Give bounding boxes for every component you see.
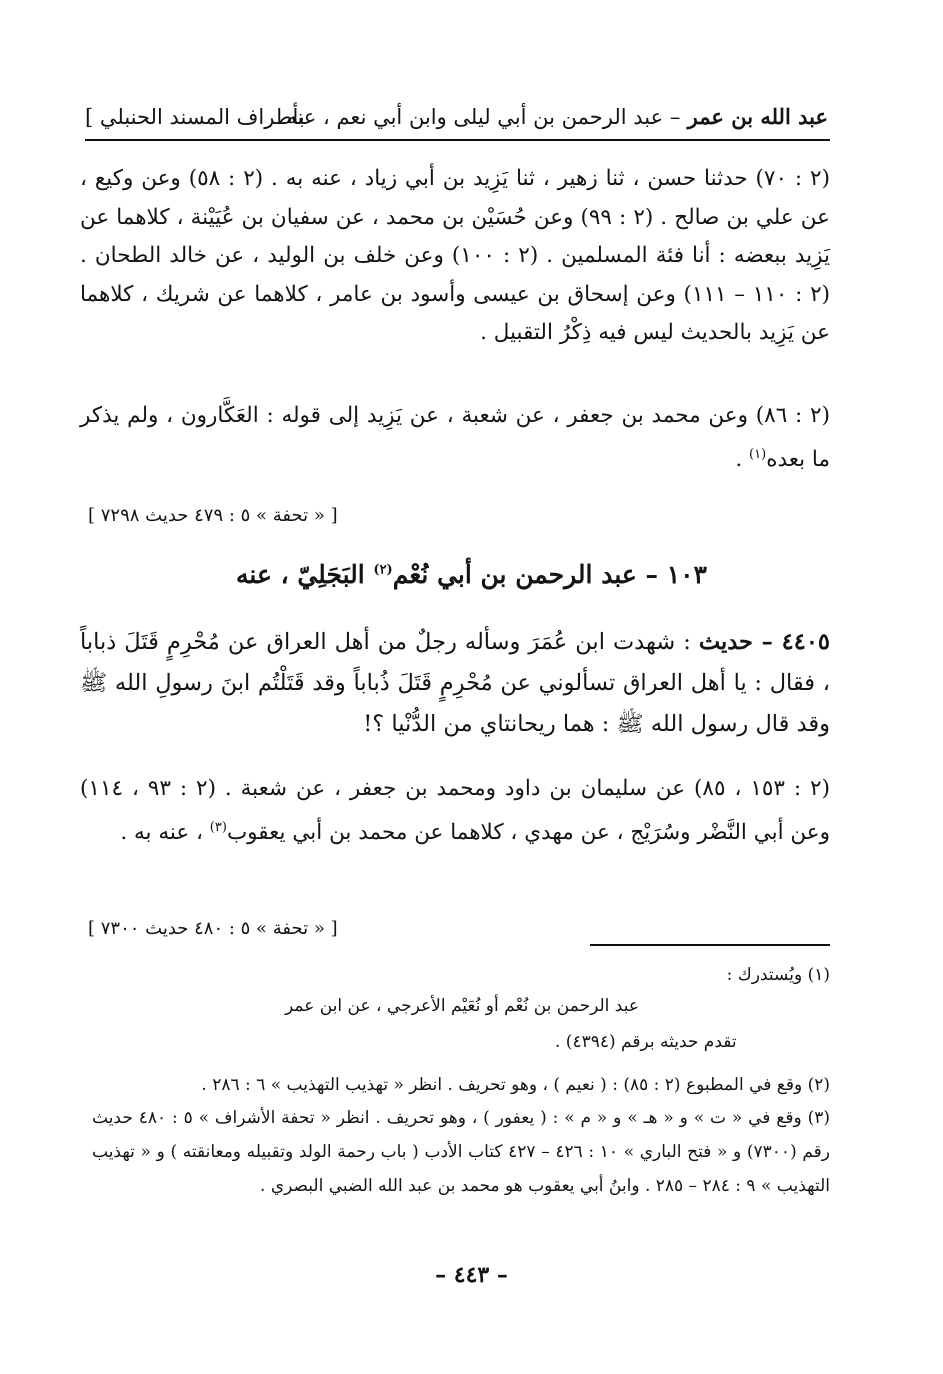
page-number: – ٤٤٣ – bbox=[435, 1262, 508, 1288]
isnad-paragraph-2 bbox=[80, 397, 830, 479]
isnad-paragraph-3-text: (٢ : ١٥٣ ، ٨٥) عن سليمان بن داود ومحمد بن جعفر ، عن شعبة . (٢ : ٩٣ ، ١١٤) وعن أبي النَّضْر وسُرَيْج ، عن مهدي ، كلاهما عن محمد بن أبي يعقوب bbox=[80, 776, 830, 845]
header-companion-name: عبد الله بن عمر bbox=[687, 104, 828, 129]
isnad-paragraph-2-end: . bbox=[735, 446, 750, 472]
tuhfa-reference-1: [ « تحفة » ٥ : ٤٧٩ حديث ٧٢٩٨ ] bbox=[88, 505, 338, 526]
isnad-paragraph-1: (٢ : ٧٠) حدثنا حسن ، ثنا زهير ، ثنا يَزِيد بن أبي زياد ، عنه به . (٢ : ٥٨) وعن وكيع ، عن علي بن صالح . (٢ : ٩٩) وعن حُسَيْن بن محمد ، عن سفيان بن عُيَيْنة ، كلاهما عن يَزِيد ببعضه : أنا فئة المسلمين . (٢ : ١٠٠) وعن خلف بن الوليد ، عن خالد الطحان . (٢ : ١١٠ – ١١١) وعن إسحاق بن عيسى وأسود بن عامر ، كلاهما عن شريك ، كلاهما عن يَزِيد بالحديث ليس فيه ذِكْرُ التقبيل . bbox=[80, 166, 831, 345]
footnote-3: (٣) وقع في « ت » و « هـ » و « م » : ( يعفور ) ، وهو تحريف . انظر « تحفة الأشراف » ٥ : ٤٨٠ حديث رقم (٧٣٠٠) و « فتح الباري » ١٠ : ٤٢٦ – ٤٢٧ كتاب الأدب ( باب رحمة الولد وتقبيله ومعانقته ) و « تهذيب التهذيب » ٩ : ٢٨٤ – ٢٨٥ . وابنُ أبي يعقوب هو محمد بن عبد الله الضبي البصري . bbox=[92, 1108, 830, 1196]
running-header bbox=[85, 100, 828, 136]
footnote-marker-3[interactable]: (٣) bbox=[209, 819, 227, 835]
isnad-paragraph-3 bbox=[80, 770, 830, 852]
hadith-text bbox=[80, 622, 830, 745]
section-heading-b: البَجَلِيّ ، عنه bbox=[236, 560, 374, 589]
header-right bbox=[286, 100, 828, 134]
isnad-paragraph-3-end: ، عنه به . bbox=[120, 819, 210, 845]
footnote-marker-1[interactable]: (١) bbox=[749, 446, 767, 462]
footnote-separator bbox=[590, 944, 830, 946]
footnote-2: (٢) وقع في المطبوع (٢ : ٨٥) : ( نعيم ) ، وهو تحريف . انظر « تهذيب التهذيب » ٦ : ٢٨٦ . bbox=[201, 1075, 830, 1095]
hadith-body: : شهدت ابن عُمَرَ وسأله رجلٌ من أهل العراق عن مُحْرِمٍ قَتَلَ ذباباً ، فقال : يا أهل العراق تسألوني عن مُحْرِمٍ قَتَلَ ذُباباً وقد قَتَلْتُم ابنَ رسولِ الله ﷺ وقد قال رسول الله ﷺ : هما ريحانتاي من الدُّنْيا ؟! bbox=[80, 629, 830, 737]
footnote-marker-2[interactable]: (٢) bbox=[373, 562, 393, 578]
section-heading bbox=[113, 560, 830, 589]
tuhfa-reference-2: [ « تحفة » ٥ : ٤٨٠ حديث ٧٣٠٠ ] bbox=[88, 918, 338, 939]
isnad-paragraph-2-text: (٢ : ٨٦) وعن محمد بن جعفر ، عن شعبة ، عن يَزِيد إلى قوله : العَكَّارون ، ولم يذكر ما بعده bbox=[80, 403, 830, 472]
section-heading-a: ١٠٣ – عبد الرحمن بن أبي نُعْم bbox=[392, 560, 707, 589]
footnote-1-label: (١) ويُستدرك : bbox=[726, 965, 830, 985]
footnote-1-line-3: تقدم حديثه برقم (٤٣٩٤) . bbox=[555, 1032, 737, 1052]
header-narrators: – عبد الرحمن بن أبي ليلى وابن أبي نعم ، عنه bbox=[286, 105, 681, 129]
footnote-1-line-2: عبد الرحمن بن نُعْم أو نُعَيْم الأعرجي ، عن ابن عمر bbox=[285, 996, 639, 1016]
header-book-title: بأطراف المسند الحنبلي ] bbox=[85, 105, 305, 129]
hadith-number: ٤٤٠٥ – حديث bbox=[698, 629, 830, 655]
header-rule bbox=[85, 139, 830, 141]
